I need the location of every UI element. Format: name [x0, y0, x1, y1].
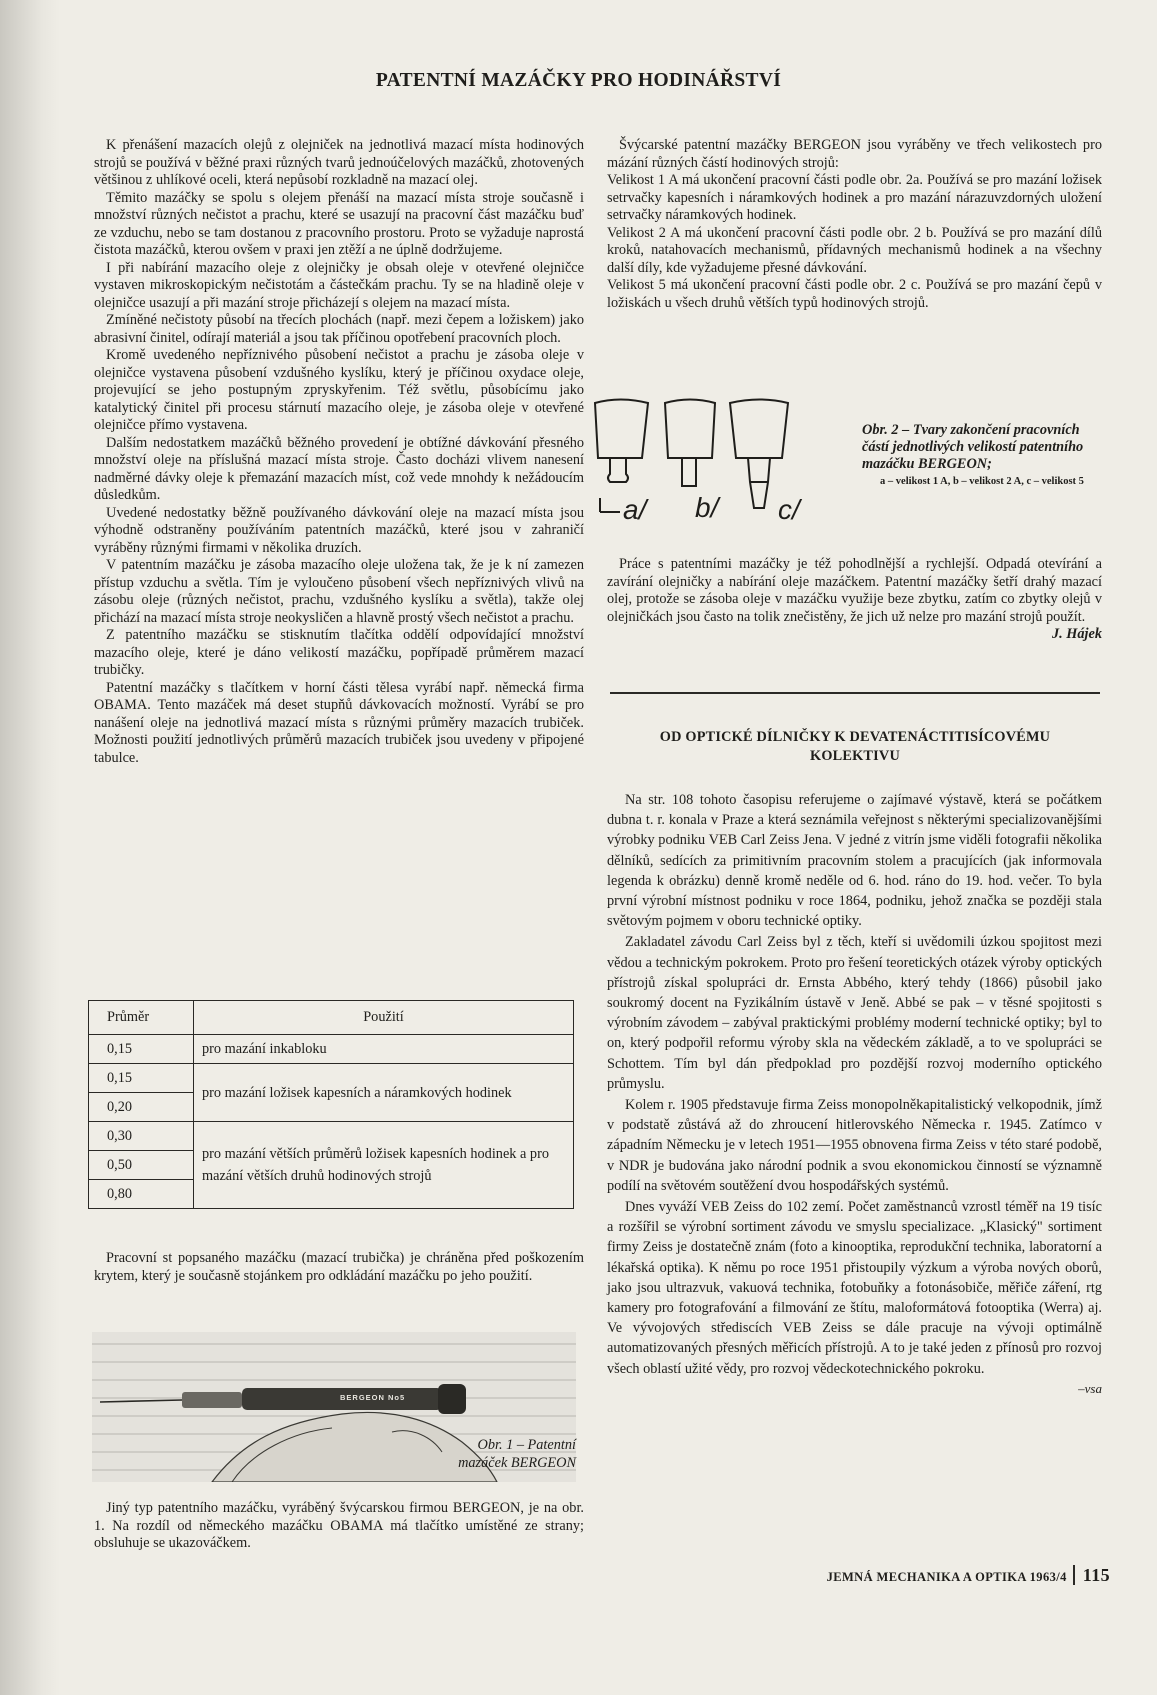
paragraph: Dalším nedostatkem mazáčků běžného provedení je obtížné dávkování přesného množství oleje na příslušná mazací místa stroje. Často docházi vlivem nanesení nadměrné dávky oleje k přemazání mazacích míst, což vede mnohdy k nežádoucím důsledkům.	[94, 434, 584, 503]
table-cell-diameter: 0,30	[89, 1122, 194, 1151]
page-title: PATENTNÍ MAZÁČKY PRO HODINÁŘSTVÍ	[375, 70, 782, 91]
oiler-brand-label: BERGEON No5	[340, 1393, 406, 1402]
figure-2-caption	[862, 422, 1102, 488]
paragraph: V patentním mazáčku je zásoba mazacího oleje uložena tak, že je k ní zamezen přístup vzduchu a světla. Tím je vyloučeno působení všech nepříznivých vlivů na zásobu oleje (různých nečistot, prachu, vzdušného kyslíku a světla), takže olej přichází na mazací místa stroje neokysličen a hlavně prostý všech nečistot a prachu.	[94, 557, 584, 626]
after-table-text	[94, 1250, 584, 1285]
paragraph: Patentní mazáčky s tlačítkem v horní části tělesa vyrábí např. německá firma OBAMA. Tento mazáček má deset stupňů dávkovacích možností. Vyrábí se pro nanášení oleje na jednotlivá mazací místa s různými průměry mazacích trubiček. Možnosti použití jednotlivých průměrů mazacích trubiček jsou uvedeny v připojené tabulce.	[94, 679, 584, 766]
table-cell-usage: pro mazání větších průměrů ložisek kapesních hodinek a pro mazání větších druhů hodinových strojů	[194, 1122, 574, 1209]
paragraph: Z patentního mazáčku se stisknutím tlačítka oddělí odpovídající množství mazacího oleje, které je dáno velikostí mazáčku, popřípadě průměrem mazací trubičky.	[94, 627, 584, 678]
figure-1-caption-line: Obr. 1 – Patentní	[477, 1437, 576, 1453]
paragraph: Velikost 5 má ukončení pracovní části podle obr. 2 c. Používá se pro mazání čepů v ložiskách u všech druhů větších typů hodinových strojů.	[607, 277, 1102, 311]
paragraph: Na str. 108 tohoto časopisu referujeme o zajímavé výstavě, která se počátkem dubna t. r. konala v Praze a která seznámila veřejnost s některými specializovanějšími výrobky podniku VEB Carl Zeiss Jena. V jedné z vitrín jsme viděli fotografii několika dělníků, sedících za primitivním pracovním stolem a pracujících (jak informovala legenda k obrázku) denně kromě neděle od 6. hod. ráno do 19. hod. večer. To byla první výrobní místnost podniku v roce 1864, podniku, jehož značka se později stala světovým pojmem v oboru technické optiky.	[607, 792, 1102, 930]
diameter-usage-table	[88, 1000, 574, 1209]
figure-1-caption	[410, 1437, 576, 1472]
section-title: OD OPTICKÉ DÍLNIČKY K DEVATENÁCTITISÍCOVÉMU KOLEKTIVU	[659, 729, 1051, 764]
paragraph: Kolem r. 1905 představuje firma Zeiss monopolněkapitalistický velkopodnik, jímž v podstatě zůstává až do zhroucení hitlerovského Německa r. 1945. Zatímco v západním Německu je v letech 1951—1955 obnovena firma Zeiss v této staré podobě, v NDR je budována jako národní podnik a svou ekonomickou činností se významně podílí na světovém soutěžení dvou hospodářských systémů.	[607, 1097, 1102, 1194]
paragraph: Těmito mazáčky se spolu s olejem přenáší na mazací místa stroje současně i množství různých nečistot a prachu, které se usazují na pracovní část mazáčku buď ze vzduchu, nebo se tam dostanou z pracovního prostoru. Proto se vyžaduje naprostá čistota mazáčků, kterou ovšem v praxi jen ztěží a ne úplně dodržujeme.	[94, 189, 584, 258]
table-header-row	[89, 1001, 574, 1035]
paragraph: Velikost 1 A má ukončení pracovní části podle obr. 2a. Používá se pro mazání ložisek setrvačky kapesních i náramkových hodinek a pro mazání nárazuvzdorných uložení setrvačky náramkových hodinek.	[607, 172, 1102, 223]
section-2-body	[607, 790, 1102, 1399]
left-column	[94, 137, 584, 767]
table-cell-usage: pro mazání inkabloku	[194, 1035, 574, 1064]
table-cell-diameter: 0,50	[89, 1151, 194, 1180]
fig2-label-c: c/	[778, 494, 800, 525]
paragraph: Jiný typ patentního mazáčku, vyráběný švýcarskou firmou BERGEON, je na obr. 1. Na rozdíl od německého mazáčku OBAMA má tlačítko umístěné ze strany; obsluhuje se ukazováčkem.	[94, 1500, 584, 1551]
figure-1-caption-line: mazáček BERGEON	[458, 1454, 576, 1471]
author-signature: J. Hájek	[1051, 626, 1102, 642]
figure-2-tip-shapes	[590, 398, 840, 543]
paragraph: Švýcarské patentní mazáčky BERGEON jsou vyráběny ve třech velikostech pro mázání různých částí hodinových strojů:	[607, 137, 1102, 171]
right-column-top	[607, 137, 1102, 312]
paragraph: K přenášení mazacích olejů z olejniček na jednotlivá mazací místa hodinových strojů se používá v běžné praxi různých tvarů jednoúčelových mazáčků, zhotovených většinou z uhlíkové oceli, která nepůsobí rozkladně na mazací olej.	[94, 137, 584, 188]
paragraph: I při nabírání mazacího oleje z olejničky je obsah oleje v otevřené olejničce vystaven mikroskopickým nečistotám a částečkám prachu. Ty se na hladině oleje v olejničce usazují a při mazání stroje přicházejí s olejem na mazací místa.	[94, 259, 584, 311]
table-cell-diameter: 0,15	[89, 1035, 194, 1064]
fig2-label-b: b/	[695, 492, 719, 523]
table-header-diameter: Průměr	[89, 1001, 194, 1035]
page-footer	[780, 1565, 1110, 1586]
section-2-signature: –vsa	[1078, 1380, 1102, 1396]
paragraph: Velikost 2 A má ukončení pracovní části podle obr. 2 b. Používá se pro mazání dílů kroků, natahovacích mechanismů, přídavných mechanismů hodinek a na všechny další díly, kde vyžadujeme přesné dávkování.	[607, 224, 1102, 276]
journal-name: JEMNÁ MECHANIKA A OPTIKA 1963/4	[826, 1570, 1067, 1584]
section-divider	[610, 692, 1100, 694]
table-row	[89, 1064, 574, 1093]
paragraph: Dnes vyváží VEB Zeiss do 102 zemí. Počet zaměstnanců vzrostl téměř na 19 tisíc a rozšířil se výrobní sortiment závodu ve smyslu specializace. „Klasický" sortiment firmy Zeiss je dostatečně znám (foto a kinooptika, reprodukční technika, laboratorní a lékařská optika). K němu po roce 1951 přistoupily výzkum a výroba nových oborů, jako jsou ultrazvuk, vakuová technika, fotobuňky a fotonásobiče, měřiče záření, rtg kamery pro fotografování a filmování ze štítu, maloformátová fotooptika (Werra) aj. Ve vývojových střediscích VEB Zeiss se dále pracuje na vývoji optimálně automatizovaných přesných měřicích přístrojů. A to je také jeden z přínosů pro rozvoj všech oblastí užité vědy, pro rozvoj vědeckotechnického pokroku.	[607, 1199, 1102, 1377]
table-header-usage: Použití	[194, 1001, 574, 1035]
paragraph: Zmíněné nečistoty působí na třecích plochách (např. mezi čepem a ložiskem) jako abrasivní činitel, odírají materiál a jsou tak příčinou opotřebení pracovních ploch.	[94, 312, 584, 346]
table-cell-diameter: 0,80	[89, 1180, 194, 1209]
paragraph: Pracovní st popsaného mazáčku (mazací trubička) je chráněna před poškozením krytem, který je současně stojánkem pro odkládání mazáčku po jeho použití.	[94, 1250, 584, 1284]
left-end-text	[94, 1500, 584, 1553]
table-row	[89, 1035, 574, 1064]
figure-2-subcaption: a – velikost 1 A, b – velikost 2 A, c – velikost 5	[880, 476, 1084, 487]
paragraph: Práce s patentními mazáčky je též pohodlnější a rychlejší. Odpadá otevírání a zavírání olejničky a nabírání oleje mazáčkem. Patentní mazáčky šetří drahý mazací olej, protože se zásoba oleje v mazáčku využije beze zbytku, zatím co zbytky olejů v olejničkách jsou často na tolik znečistěny, že jich už nelze pro mazání strojů použít.	[607, 556, 1102, 625]
figure-2-caption-text: Obr. 2 – Tvary zakončení pracovních částí jednotlivých velikostí patentního mazáčku BERGEON;	[862, 422, 1084, 472]
table-cell-diameter: 0,15	[89, 1064, 194, 1093]
page-number: 115	[1073, 1565, 1110, 1585]
table-row	[89, 1122, 574, 1151]
table-cell-diameter: 0,20	[89, 1093, 194, 1122]
page-edge-shadow	[0, 0, 60, 1695]
paragraph: Zakladatel závodu Carl Zeiss byl z těch, kteří si uvědomili úzkou spojitost mezi vědou a technickým pokrokem. Proto pro řešení teoretických otázek výroby optických přístrojů získal spolupráci dr. Ernsta Abbého, který tehdy (1866) působil jako soukromý docent na Fyzikálním ústavě v Jeně. Abbé se pak – v těsné spojitosti s výrobním závodem – zabýval praktickými problémy moderní technické optiky; byl to on, který podpořil reformu výroby skla na vědeckém základě, a to ve spolupráci se Schottem. Tím byl dán předpoklad pro pozdější rozvoj moderního optického průmyslu.	[607, 934, 1102, 1092]
table-cell-usage: pro mazání ložisek kapesních a náramkových hodinek	[194, 1064, 574, 1122]
paragraph: Uvedené nedostatky běžně používaného dávkování oleje na mazací místa jsou výhodně odstraněny používáním patentních mazáčků, které jsou v zahraničí vyráběny různými firmami v několika druzích.	[94, 504, 584, 556]
right-column-mid	[607, 556, 1102, 644]
fig2-label-a: a/	[623, 494, 647, 525]
paragraph: Kromě uvedeného nepříznivého působení nečistot a prachu je zásoba oleje v olejničce vystavena působení vzdušného kyslíku, který je příčinou oxydace oleje, projevující se jeho postupným zpryskyřenim. Též světlu, působícímu jako katalytický činitel při procesu stárnutí mazacího oleje, je zásoba oleje v otevřené olejničce přímo vystavena.	[94, 347, 584, 433]
